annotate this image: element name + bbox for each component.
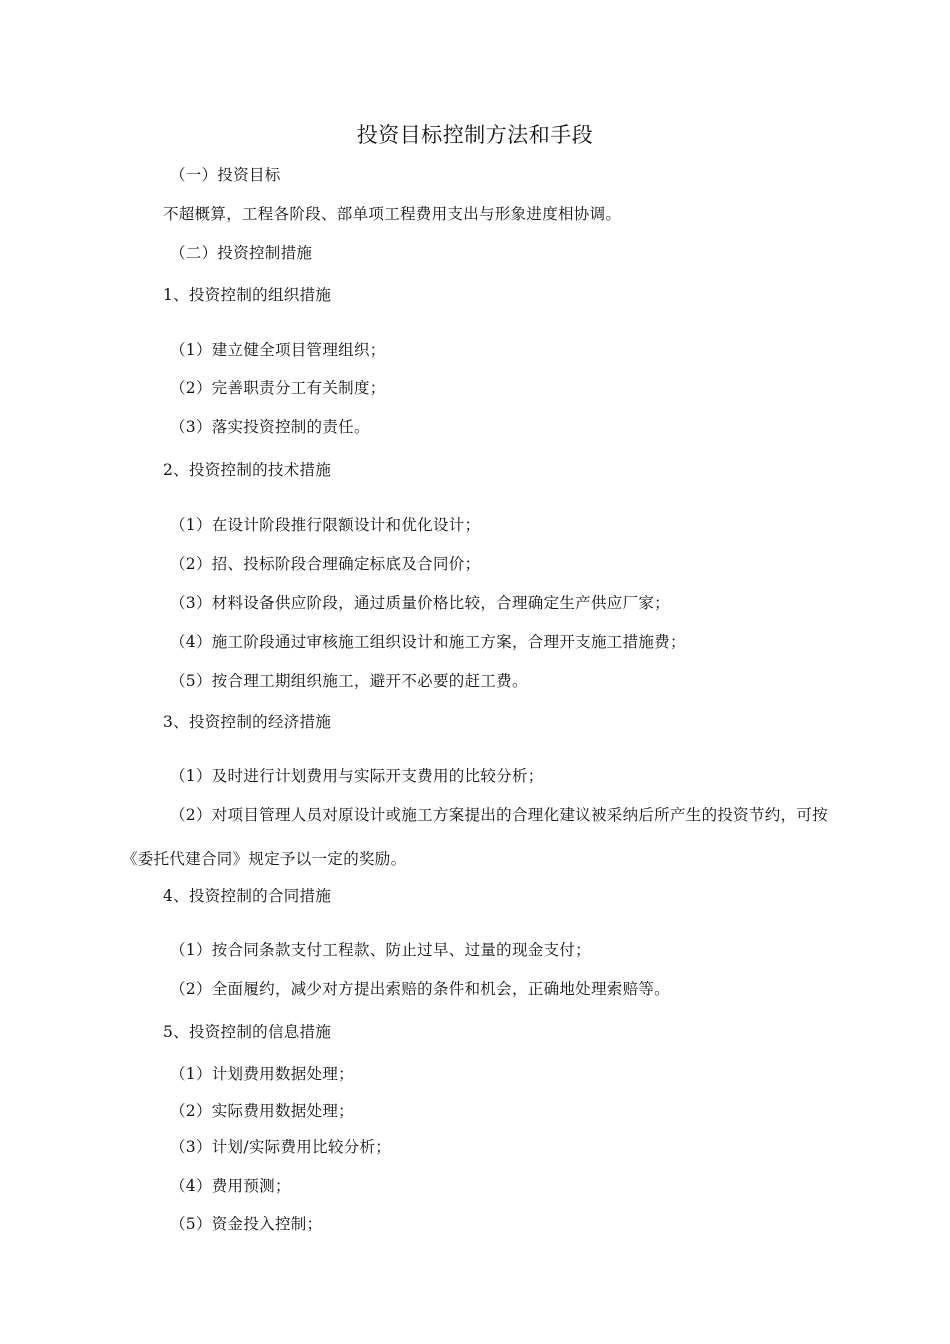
heading-investment-goal: （一）投资目标	[170, 166, 281, 184]
section-heading-economic: 3、投资控制的经济措施	[163, 713, 332, 731]
list-item: （2）全面履约，减少对方提出索赔的条件和机会，正确地处理索赔等。	[170, 980, 670, 998]
list-item: （4）费用预测；	[170, 1177, 291, 1195]
list-item-wrapped: （2）对项目管理人员对原设计或施工方案提出的合理化建议被采纳后所产生的投资节约，可按《委托代建合同》规定予以一定的奖励。	[122, 806, 828, 868]
list-item: （3）落实投资控制的责任。	[170, 418, 370, 436]
list-item: （2）完善职责分工有关制度；	[170, 379, 386, 397]
list-item: （1）计划费用数据处理；	[170, 1065, 354, 1083]
list-item: （3）材料设备供应阶段，通过质量价格比较，合理确定生产供应厂家；	[170, 594, 670, 612]
list-item: （1）按合同条款支付工程款、防止过早、过量的现金支付；	[170, 941, 591, 959]
list-item: （3）计划/实际费用比较分析；	[170, 1138, 392, 1156]
list-item: （5）按合理工期组织施工，避开不必要的赶工费。	[170, 672, 528, 690]
page-title: 投资目标控制方法和手段	[356, 123, 594, 147]
section-heading-contract: 4、投资控制的合同措施	[163, 887, 332, 905]
list-item: （1）在设计阶段推行限额设计和优化设计；	[170, 516, 481, 534]
list-item: （1）及时进行计划费用与实际开支费用的比较分析；	[170, 767, 544, 785]
list-item: （2）实际费用数据处理；	[170, 1102, 354, 1120]
paragraph-goal: 不超概算，工程各阶段、部单项工程费用支出与形象进度相协调。	[163, 205, 622, 223]
section-heading-organizational: 1、投资控制的组织措施	[163, 286, 332, 304]
heading-control-measures: （二）投资控制措施	[170, 244, 313, 262]
list-item: （5）资金投入控制；	[170, 1215, 323, 1233]
section-heading-information: 5、投资控制的信息措施	[163, 1023, 332, 1041]
list-item: （1）建立健全项目管理组织；	[170, 341, 386, 359]
list-item: （2）招、投标阶段合理确定标底及合同价；	[170, 555, 481, 573]
list-item: （4）施工阶段通过审核施工组织设计和施工方案，合理开支施工措施费；	[170, 633, 686, 651]
section-heading-technical: 2、投资控制的技术措施	[163, 461, 332, 479]
